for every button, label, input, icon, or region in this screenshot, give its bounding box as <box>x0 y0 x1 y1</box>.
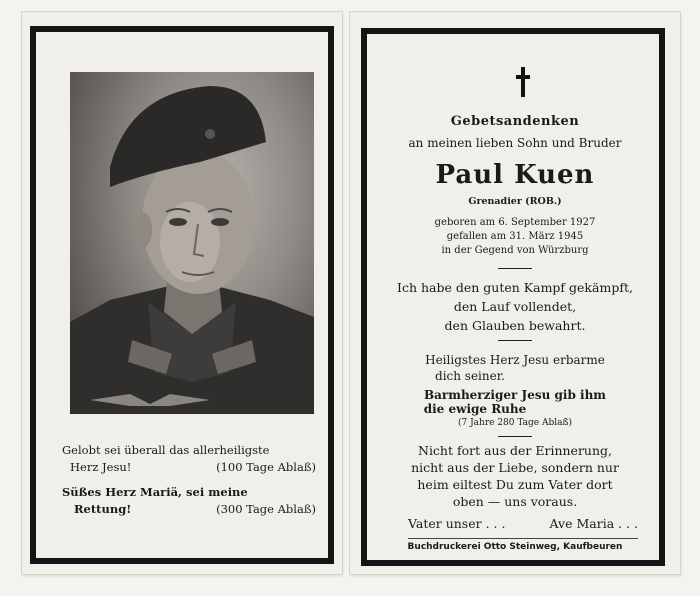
cross-icon <box>516 67 530 97</box>
left-prayer-line4b: (300 Tage Ablaß) <box>216 502 316 516</box>
divider-1 <box>498 268 532 269</box>
closing-prayers <box>408 516 638 531</box>
left-prayer-line3: Süßes Herz Mariä, sei meine <box>62 485 248 499</box>
left-prayer-line4a: Rettung! <box>74 502 132 516</box>
left-prayer-line1: Gelobt sei überall das allerheiligste <box>62 443 270 457</box>
printer-imprint: Buchdruckerei Otto Steinweg, Kaufbeuren <box>407 542 623 552</box>
divider-2 <box>498 340 532 341</box>
life-dates <box>350 216 680 258</box>
printer-divider <box>408 538 638 539</box>
prayer1-line2: dich seiner. <box>435 369 505 383</box>
remembrance-verse <box>350 442 680 510</box>
deceased-rank: Grenadier (ROB.) <box>468 196 562 207</box>
ave-maria: Ave Maria . . . <box>549 516 638 531</box>
left-card <box>22 12 342 574</box>
quote-line3: den Glauben bewahrt. <box>444 318 586 333</box>
verse-line3: heim eiltest Du zum Vater dort <box>417 477 613 492</box>
prayer1-line1: Heiligstes Herz Jesu erbarme <box>425 353 605 367</box>
prayer2-line1: Barmherziger Jesu gib ihm <box>424 388 606 402</box>
deceased-name: Paul Kuen <box>435 160 595 190</box>
left-prayer-line2b: (100 Tage Ablaß) <box>216 460 316 474</box>
indulgence-note: (7 Jahre 280 Tage Ablaß) <box>457 418 573 428</box>
left-prayer-line2a: Herz Jesu! <box>70 460 132 474</box>
divider-3 <box>498 436 532 437</box>
right-card <box>350 12 680 574</box>
soldier-portrait-photo <box>70 72 314 414</box>
portrait-illustration <box>70 72 314 414</box>
left-prayer-block <box>62 442 322 476</box>
prayer-sacred-heart <box>350 352 680 384</box>
memorial-title: Gebetsandenken <box>450 114 580 129</box>
death-date: gefallen am 31. März 1945 <box>446 231 584 242</box>
verse-line2: nicht aus der Liebe, sondern nur <box>411 460 619 475</box>
left-prayer-block2 <box>62 484 322 518</box>
memorial-subtitle: an meinen lieben Sohn und Bruder <box>408 136 622 150</box>
birth-date: geboren am 6. September 1927 <box>434 217 596 228</box>
quote-line2: den Lauf vollendet, <box>453 299 577 314</box>
vater-unser: Vater unser . . . <box>408 516 506 531</box>
prayer2-line2: die ewige Ruhe <box>423 402 527 416</box>
quote-line1: Ich habe den guten Kampf gekämpft, <box>397 280 633 295</box>
verse-line1: Nicht fort aus der Erinnerung, <box>418 443 612 458</box>
scripture-quote <box>350 278 680 335</box>
verse-line4: oben — uns voraus. <box>452 494 578 509</box>
prayer-merciful-jesus <box>350 388 680 416</box>
death-place: in der Gegend von Würzburg <box>441 245 589 256</box>
